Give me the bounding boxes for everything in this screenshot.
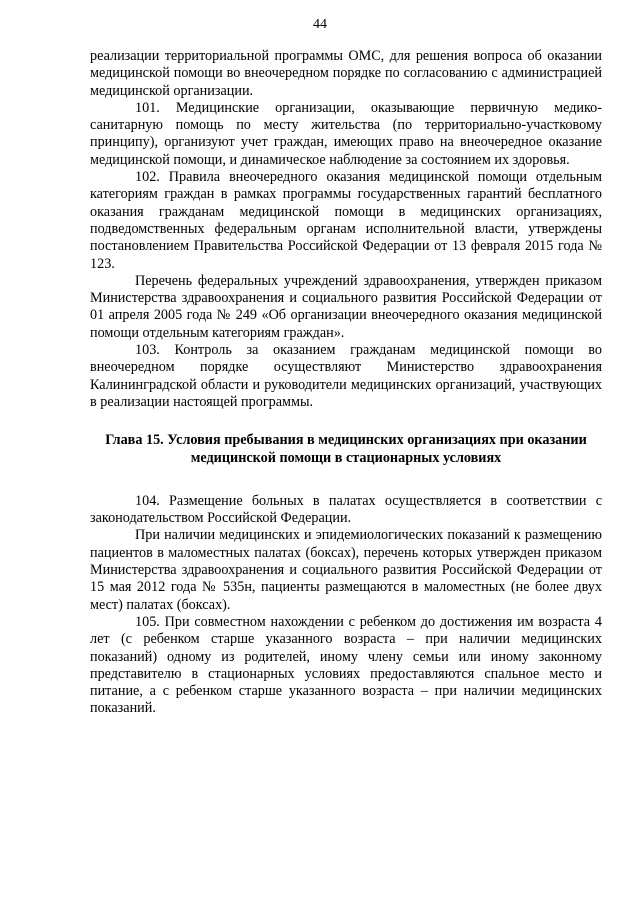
- paragraph-105: 105. При совместном нахождении с ребенком до достижения им возраста 4 лет (с ребенком старше указанного возраста – при наличии медицинских показаний) одному из родителей, иному члену семьи или иному законному представителю в стационарных условиях предоставляются спальное место и питание, а с ребенком старше указанного возраста – при наличии медицинских показаний.: [90, 613, 602, 717]
- paragraph-104: 104. Размещение больных в палатах осуществляется в соответствии с законодательством Российской Федерации.: [90, 492, 602, 527]
- paragraph-101: 101. Медицинские организации, оказывающие первичную медико-санитарную помощь по месту жительства (по территориально-участковому принципу), организуют учет граждан, имеющих право на внеочередное оказание медицинской помощи, и динамическое наблюдение за состоянием их здоровья.: [90, 99, 602, 168]
- document-body: [90, 48, 602, 718]
- page-number: 44: [313, 17, 327, 32]
- paragraph-continuation: реализации территориальной программы ОМС, для решения вопроса об оказании медицинской помощи во внеочередном порядке по согласованию с администрацией медицинской организации.: [90, 48, 602, 99]
- paragraph-isolation-wards: При наличии медицинских и эпидемиологических показаний к размещению пациентов в маломестных палатах (боксах), перечень которых утвержден приказом Министерства здравоохранения и социального развития Российской Федерации от 15 мая 2012 года № 535н, пациенты размещаются в маломестных (не более двух мест) палатах (боксах).: [90, 527, 602, 613]
- paragraph-103: 103. Контроль за оказанием гражданам медицинской помощи во внеочередном порядке осуществляют Министерство здравоохранения Калининградской области и руководители медицинских организаций, участвующих в реализации настоящей программы.: [90, 342, 602, 410]
- chapter-heading: Глава 15. Условия пребывания в медицинских организациях при оказании медицинской помощи в стационарных условиях: [105, 432, 587, 466]
- paragraph-102: 102. Правила внеочередного оказания медицинской помощи отдельным категориям граждан в рамках программы государственных гарантий бесплатного оказания гражданам медицинской помощи в медицинских организациях, подведомственных федеральным органам исполнительной власти, утверждены постановлением Правительства Российской Федерации от 13 февраля 2015 года № 123.: [90, 169, 602, 272]
- paragraph-federal-list: Перечень федеральных учреждений здравоохранения, утвержден приказом Министерства здравоохранения и социального развития Российской Федерации от 01 апреля 2005 года № 249 «Об организации внеочередного оказания медицинской помощи отдельным категориям граждан».: [90, 272, 602, 341]
